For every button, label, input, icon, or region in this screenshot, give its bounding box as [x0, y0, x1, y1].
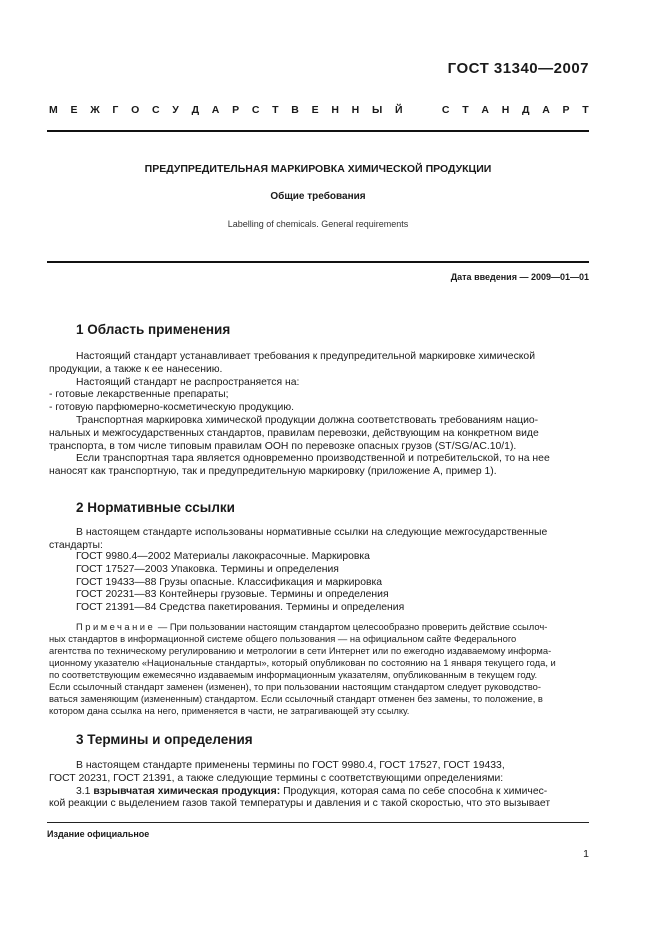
banner-letter: Т [462, 104, 469, 116]
document-subtitle: Общие требования [270, 191, 366, 202]
english-title: Labelling of chemicals. General requirements [227, 219, 409, 229]
banner-letter: Р [232, 104, 240, 116]
section-1-heading: 1 Область применения [76, 322, 231, 337]
document-title: ПРЕДУПРЕДИТЕЛЬНАЯ МАРКИРОВКА ХИМИЧЕСКОЙ ПРОДУКЦИИ [144, 163, 492, 175]
reference-item: ГОСТ 19433—88 Грузы опасные. Классификация и маркировка [76, 576, 383, 588]
banner-letter: Р [562, 104, 570, 116]
banner-letter: Е [70, 104, 78, 116]
text-line: транспорта, в том числе типовым правилам ООН по перевозке опасных грузов (ST/SG/AC.10/1). [49, 440, 517, 452]
text-line: Если ссылочный стандарт заменен (изменен), то при пользовании настоящим стандартом следует руководство- [49, 681, 541, 692]
banner-letter: У [172, 104, 179, 116]
banner-letter: Н [501, 104, 510, 116]
text-line: нальных и межгосударственных стандартов, правилам перевозки, действующим на конкретном виде [49, 427, 539, 439]
banner-letter: Ж [90, 104, 100, 116]
banner-letter: Т [582, 104, 589, 116]
title-divider [47, 261, 589, 263]
references-note [49, 621, 589, 717]
text-line: наносят как транспортную, так и предупредительную маркировку (приложение А, пример 1). [49, 466, 497, 478]
official-edition-label: Издание официальное [47, 829, 150, 839]
banner-letter: Н [351, 104, 360, 116]
reference-item: ГОСТ 9980.4—2002 Материалы лакокрасочные. Маркировка [76, 551, 370, 562]
text-line: В настоящем стандарте применены термины по ГОСТ 9980.4, ГОСТ 17527, ГОСТ 19433, [76, 760, 505, 771]
section-3-body [49, 760, 589, 811]
text-line: продукции, а также к ее нанесению. [49, 363, 223, 375]
term-number: 3.1 [76, 785, 91, 797]
reference-item: ГОСТ 17527—2003 Упаковка. Термины и определения [76, 563, 339, 575]
text-line: Если транспортная тара является одновременно производственной и потребительской, то на нее [76, 453, 550, 465]
text-line: кой реакции с выделением газов такой температуры и давления и с такой скоростью, что это вызывает [49, 798, 551, 810]
interstate-standard-banner [49, 104, 589, 116]
term-name: взрывчатая химическая продукция: [93, 785, 281, 797]
banner-letter: А [211, 104, 220, 116]
text-line: Настоящий стандарт устанавливает требования к предупредительной маркировке химической [76, 351, 536, 362]
banner-letter: Н [331, 104, 339, 116]
banner-letter: Е [311, 104, 319, 116]
text-line: - готовую парфюмерно-косметическую продукцию. [49, 402, 295, 414]
banner-letter: Д [191, 104, 200, 116]
text-line: агентства по техническому регулированию и метрологии в сети Интернет или по ежегодно издаваемому информа- [49, 645, 552, 656]
banner-letter: С [251, 104, 260, 116]
text-line: котором дана ссылка на него, применяется в части, не затрагивающей эту ссылку. [49, 705, 410, 716]
reference-item: ГОСТ 21391—84 Средства пакетирования. Термины и определения [76, 602, 405, 614]
banner-letter: Г [112, 104, 119, 116]
text-line: Транспортная маркировка химической продукции должна соответствовать требованиям нацио- [76, 414, 539, 426]
banner-letter: А [542, 104, 550, 116]
text-line: ных стандартов в информационной системе общего пользования — на официальном сайте Федерального [49, 633, 517, 644]
text-line: Настоящий стандарт не распространяется на: [76, 376, 300, 388]
banner-letter: О [131, 104, 140, 116]
text-line: В настоящем стандарте использованы нормативные ссылки на следующие межгосударственные [76, 527, 548, 538]
section-3-heading: 3 Термины и определения [76, 732, 253, 747]
banner-letter: Т [272, 104, 279, 116]
note-label: Примечание [76, 621, 156, 632]
term-line: 3.1 взрывчатая химическая продукция: Продукция, которая сама по себе способна к химичес- [76, 785, 548, 797]
banner-letter: С [151, 104, 160, 116]
banner-letter: В [291, 104, 299, 116]
text-line: по соответствующим ежемесячно издаваемым информационным указателям, опубликованным в текущем году. [49, 669, 538, 680]
banner-letter: С [441, 104, 450, 116]
document-number: ГОСТ 31340—2007 [447, 60, 589, 77]
banner-letter: Ы [371, 104, 383, 116]
banner-letter [415, 104, 429, 116]
normative-references-list [76, 551, 404, 615]
text-line: ГОСТ 20231, ГОСТ 21391, а также следующие термины с соответствующими определениями: [49, 772, 504, 784]
text-line: стандарты: [49, 539, 103, 551]
text-line: Примечание — При пользовании настоящим стандартом целесообразно проверить действие ссылоч- [76, 621, 548, 632]
header-divider [47, 130, 589, 132]
section-2-heading: 2 Нормативные ссылки [76, 500, 235, 515]
text-line: ционному указателю «Национальные стандарты», который опубликован по состоянию на 1 января текущего года, и [49, 657, 556, 668]
introduction-date: Дата введения — 2009—01—01 [450, 272, 589, 282]
banner-letter: А [481, 104, 489, 116]
text-line: - готовые лекарственные препараты; [49, 389, 229, 401]
footer-divider [47, 822, 589, 823]
banner-letter: Й [394, 104, 403, 116]
section-1-body [49, 351, 589, 479]
banner-letter: Д [522, 104, 530, 116]
reference-item: ГОСТ 20231—83 Контейнеры грузовые. Термины и определения [76, 589, 389, 601]
banner-letter: М [49, 104, 58, 116]
section-2-intro [49, 527, 589, 553]
page-number: 1 [583, 848, 589, 860]
text-line: ваться заменяющим (измененным) стандартом. Если ссылочный стандарт отменен без замены, то положение, в [49, 693, 543, 704]
